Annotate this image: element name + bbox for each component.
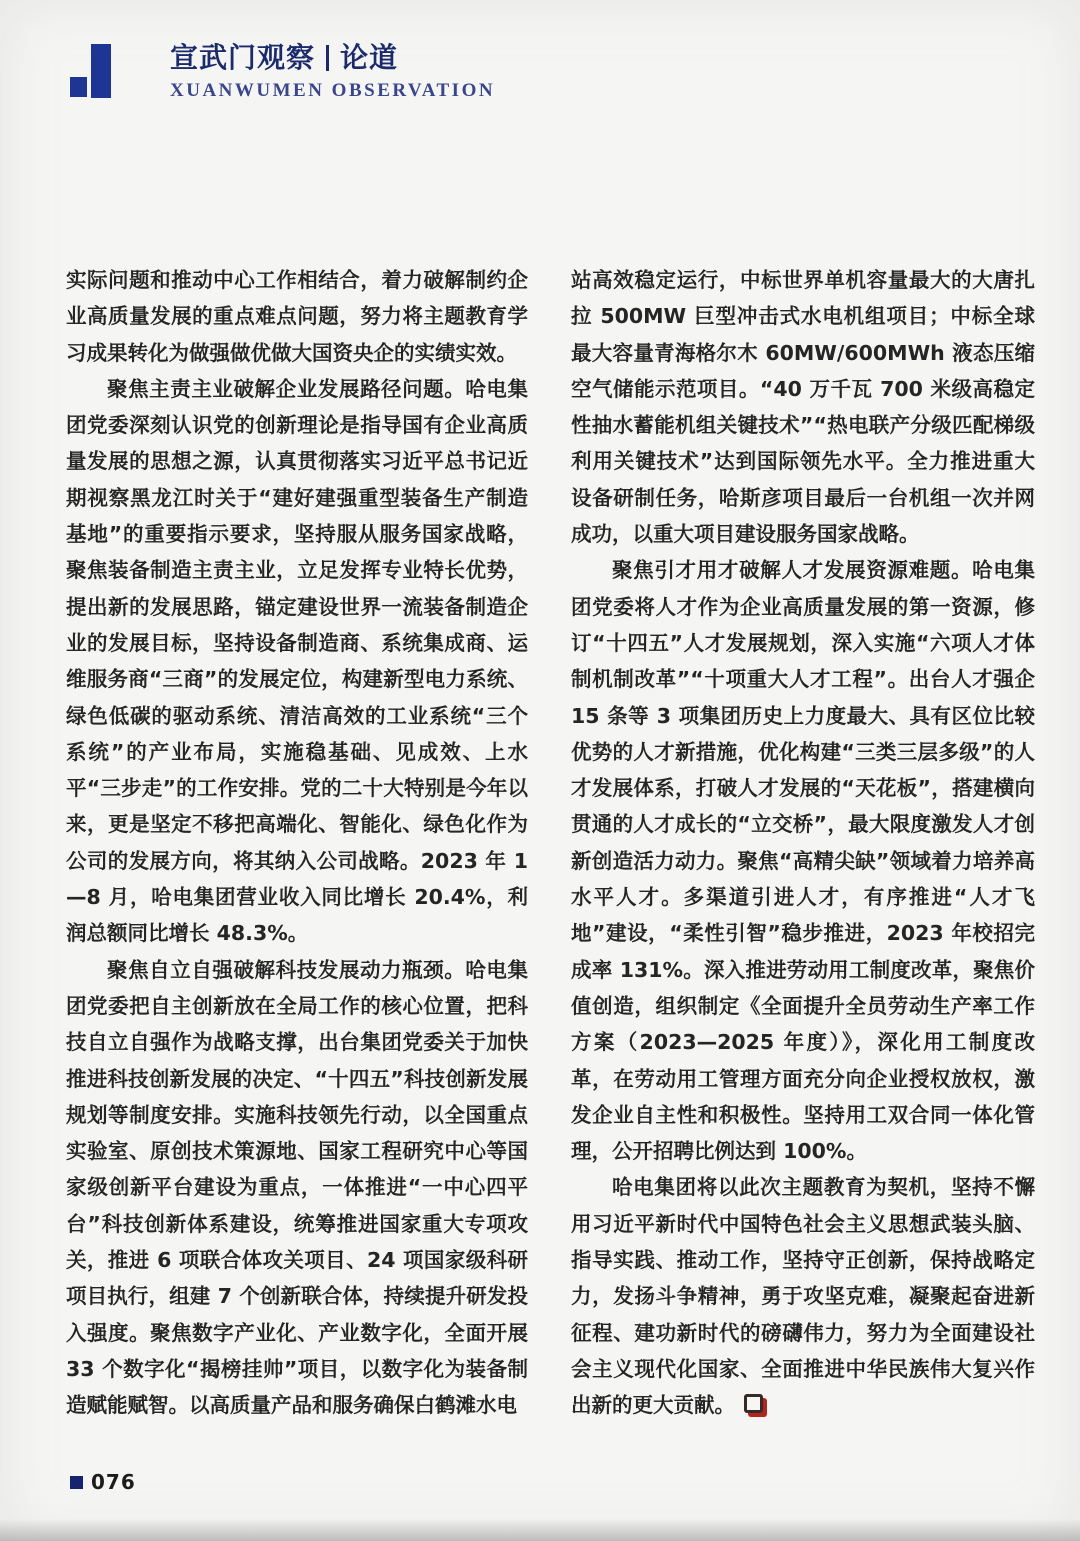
- paragraph: [66, 371, 528, 952]
- article-end-icon: [744, 1394, 763, 1413]
- masthead-subtitle: XUANWUMEN OBSERVATION: [170, 80, 496, 101]
- page-number-marker-icon: [70, 1476, 83, 1489]
- paragraph: [66, 952, 528, 1424]
- paragraph-text: 聚焦自立自强破解科技发展动力瓶颈。哈电集团党委把自主创新放在全局工作的核心位置，把科技自立自强作为战略支撑，出台集团党委关于加快推进科技创新发展的决定、“十四五”科技创新发展规划等制度安排。实施科技领先行动，以全国重点实验室、原创技术策源地、国家工程研究中心等国家级创新平台建设为重点，一体推进“一中心四平台”科技创新体系建设，统筹推进国家重大专项攻关，推进 6 项联合体攻关项目、24 项国家级科研项目执行，组建 7 个创新联合体，持续提升研发投入强度。聚焦数字产业化、产业数字化，全面开展 33 个数字化“揭榜挂帅”项目，以数字化为装备制造赋能赋智。以高质量产品和服务确保白鹤滩水电: [66, 957, 528, 1418]
- page-number: 076: [91, 1470, 136, 1494]
- paragraph-text: 哈电集团将以此次主题教育为契机，坚持不懈用习近平新时代中国特色社会主义思想武装头脑、指导实践、推动工作，坚持守正创新，保持战略定力，发扬斗争精神，勇于攻坚克难，凝聚起奋进新征程、建功新时代的磅礴伟力，努力为全面建设社会主义现代化国家、全面推进中华民族伟大复兴作出新的更大贡献。: [571, 1175, 1035, 1418]
- paragraph-text: 站高效稳定运行，中标世界单机容量最大的大唐扎拉 500MW 巨型冲击式水电机组项目；中标全球最大容量青海格尔木 60MW/600MWh 液态压缩空气储能示范项目。“40 万千瓦 700 米级高稳定性抽水蓄能机组关键技术”“热电联产分级匹配梯级利用关键技术”达到国际领先水平。全力推进重大设备研制任务，哈斯彦项目最后一台机组一次并网成功，以重大项目建设服务国家战略。: [571, 268, 1035, 547]
- logo-small-bar: [70, 77, 87, 97]
- masthead: [70, 41, 496, 102]
- masthead-section: 论道: [340, 41, 399, 74]
- paragraph: [571, 262, 1035, 552]
- paragraph: [571, 1169, 1035, 1423]
- masthead-title: 宣武门观察: [170, 41, 316, 74]
- right-column: [571, 262, 1035, 1437]
- paragraph: [66, 262, 528, 371]
- paragraph-text: 聚焦主责主业破解企业发展路径问题。哈电集团党委深刻认识党的创新理论是指导国有企业高质量发展的思想之源，认真贯彻落实习近平总书记近期视察黑龙江时关于“建好建强重型装备生产制造基地”的重要指示要求，坚持服从服务国家战略，聚焦装备制造主责主业，立足发挥专业特长优势，提出新的发展思路，锚定建设世界一流装备制造企业的发展目标，坚持设备制造商、系统集成商、运维服务商“三商”的发展定位，构建新型电力系统、绿色低碳的驱动系统、清洁高效的工业系统“三个系统”的产业布局，实施稳基础、见成效、上水平“三步走”的工作安排。党的二十大特别是今年以来，更是坚定不移把高端化、智能化、绿色化作为公司的发展方向，将其纳入公司战略。2023 年 1—8 月，哈电集团营业收入同比增长 20.4%，利润总额同比增长 48.3%。: [66, 376, 528, 946]
- title-divider: [326, 45, 329, 71]
- paragraph-text: 聚焦引才用才破解人才发展资源难题。哈电集团党委将人才作为企业高质量发展的第一资源，修订“十四五”人才发展规划，深入实施“六项人才体制机制改革”“十项重大人才工程”。出台人才强企 15 条等 3 项集团历史上力度最大、具有区位比较优势的人才新措施，优化构建“三类三层多级”的人才发展体系，打破人才发展的“天花板”，搭建横向贯通的人才成长的“立交桥”，最大限度激发人才创新创造活力动力。聚焦“高精尖缺”领域着力培养高水平人才。多渠道引进人才，有序推进“人才飞地”建设，“柔性引智”稳步推进，2023 年校招完成率 131%。深入推进劳动用工制度改革，聚焦价值创造，组织制定《全面提升全员劳动生产率工作方案（2023—2025 年度）》，深化用工制度改革，在劳动用工管理方面充分向企业授权放权，激发企业自主性和积极性。坚持用工双合同一体化管理，公开招聘比例达到 100%。: [571, 558, 1035, 1164]
- column-title: [170, 41, 495, 74]
- logo-bars-icon: [70, 44, 112, 100]
- paragraph-text: 实际问题和推动中心工作相结合，着力破解制约企业高质量发展的重点难点问题，努力将主题教育学习成果转化为做强做优做大国资央企的实绩实效。: [66, 268, 528, 365]
- page-footer: [70, 1472, 136, 1492]
- logo-tall-bar: [91, 44, 111, 98]
- paragraph: [571, 552, 1035, 1169]
- left-column: [66, 262, 528, 1437]
- masthead-text: [170, 41, 496, 102]
